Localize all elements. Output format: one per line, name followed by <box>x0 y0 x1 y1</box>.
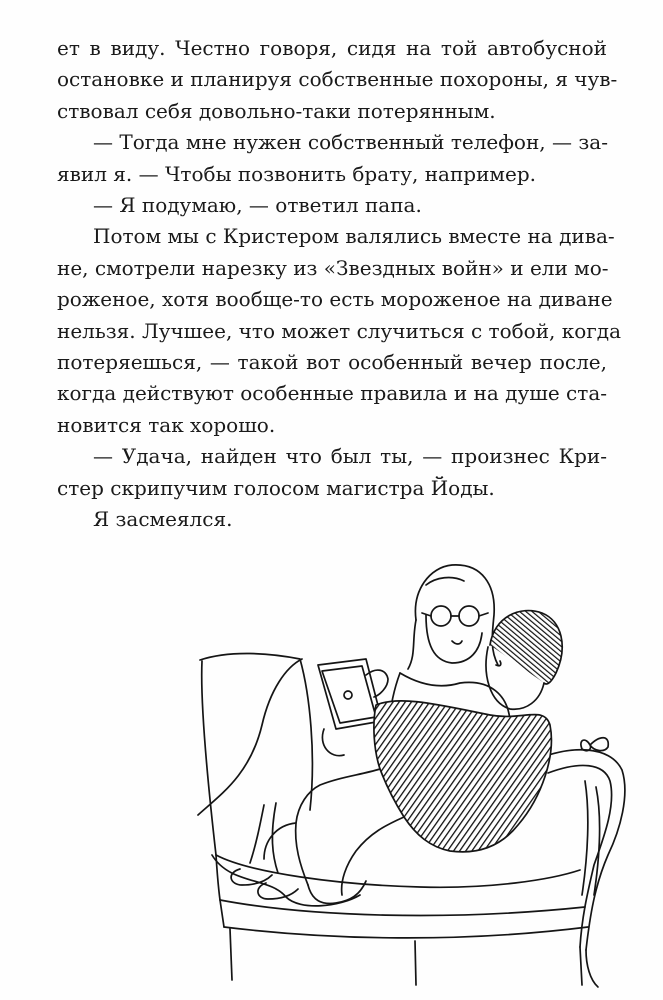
book-page-text <box>57 33 622 536</box>
text-line: потеряешься, — такой вот особенный вечер после, <box>57 350 607 375</box>
text-line: роженое, хотя вообще-то есть мороженое на диване <box>57 287 613 312</box>
mother-leg <box>272 803 278 873</box>
text-line: остановке и планируя собственные похороны, я чув- <box>57 67 618 92</box>
text-line: стер скрипучим голосом магистра Йоды. <box>57 475 495 500</box>
boy-hair <box>490 611 562 684</box>
text-line: когда действуют особенные правила и на душе ста- <box>57 381 607 406</box>
text-line: — Я подумаю, — ответил папа. <box>93 193 422 218</box>
text-line: Я засмеялся. <box>93 507 233 532</box>
sofa-back <box>200 653 312 810</box>
text-line: — Тогда мне нужен собственный телефон, — за- <box>93 130 608 155</box>
blanket <box>198 659 302 815</box>
text-line: — Удача, найден что был ты, — произнес Кри- <box>93 444 607 469</box>
text-line: явил я. — Чтобы позвонить брату, например. <box>57 161 536 186</box>
glasses <box>431 606 451 626</box>
text-line: нельзя. Лучшее, что может случиться с тобой, когда <box>57 318 622 343</box>
text-line: ствовал себя довольно-таки потерянным. <box>57 98 496 123</box>
sofa-arm <box>535 750 625 950</box>
sofa-illustration <box>190 555 640 995</box>
text-line: не, смотрели нарезку из «Звездных войн» и ели мо- <box>57 255 609 280</box>
text-line: новится так хорошо. <box>57 412 276 437</box>
text-line: Потом мы с Кристером валялись вместе на дива- <box>93 224 615 249</box>
boy-leg <box>296 769 380 885</box>
boy-sweater <box>374 701 551 852</box>
mother-face <box>426 615 482 663</box>
sofa-leg <box>230 929 232 980</box>
text-line: ет в виду. Честно говоря, сидя на той автобусной <box>57 36 607 60</box>
bow <box>581 738 608 751</box>
sofa-seat <box>216 855 580 887</box>
